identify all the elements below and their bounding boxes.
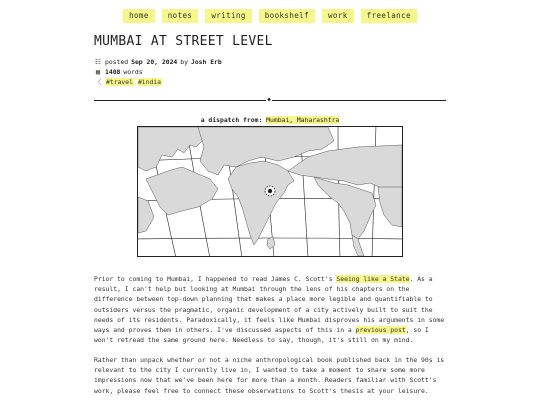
post-date-line <box>94 58 222 66</box>
body-paragraph-2: Rather than unpack whether or not a niche anthropological book published back in the 90s is relevant to the city I currently live in, I wanted to take a moment to share some more impressions now that we've been here for more than a month. Readers familiar with Scott's work, please feel free to connect these observations to Scott's thesis at your leisure. <box>94 356 445 395</box>
word-count: 1408 <box>105 68 121 76</box>
tag-india[interactable]: #india <box>137 78 162 86</box>
previous-post-link[interactable]: previous post <box>355 326 406 335</box>
location-map <box>137 126 403 257</box>
by-label: by <box>180 58 188 66</box>
calendar-icon: ☷ <box>94 58 102 66</box>
tags-line <box>94 78 162 86</box>
divider-diamond-icon: ◆ <box>267 96 271 103</box>
nav-freelance[interactable]: freelance <box>361 9 417 23</box>
dispatch-line <box>0 116 540 124</box>
dispatch-location: Mumbai, Maharashtra <box>266 116 340 124</box>
posted-prefix: posted <box>105 58 129 66</box>
nav-notes[interactable]: notes <box>162 9 199 23</box>
post-date: Sep 20, 2024 <box>131 58 178 66</box>
nav-bookshelf[interactable]: bookshelf <box>259 9 315 23</box>
p1-text-a: Prior to coming to Mumbai, I happened to read James C. Scott's <box>94 275 337 283</box>
top-nav <box>0 9 540 23</box>
nav-home[interactable]: home <box>123 9 155 23</box>
map-graphic <box>138 127 402 256</box>
book-link[interactable]: Seeing like a State <box>336 275 410 283</box>
nav-writing[interactable]: writing <box>205 9 251 23</box>
nav-work[interactable]: work <box>322 9 354 23</box>
body-paragraph-1 <box>94 274 446 345</box>
words-label: words <box>123 68 143 76</box>
tag-travel[interactable]: #travel <box>106 78 133 86</box>
counter-icon: ▦ <box>95 68 101 76</box>
post-author: Josh Erb <box>190 58 222 66</box>
dispatch-prefix: a dispatch from: <box>200 116 263 124</box>
p1-text-b: . As a result, I can't help but looking at Mumbai through the lens of his chapters on the difference between top-down planning that makes a place more legible and quantifiable to outsiders versus the pragmatic, organic development of a city actively built to suit the needs of its residents. Paradoxically, it feels like Mumbai disproves his arguments in some ways and proves them in others. I've discussed aspects of this in a <box>94 275 445 335</box>
tag-icon: 〈 <box>94 78 102 86</box>
word-count-line <box>94 68 143 76</box>
p1-text-c: , so I won't retread the same ground here. Needless to say, though, it's still on my mind. <box>94 326 429 345</box>
location-marker-icon <box>265 186 275 196</box>
page-title: MUMBAI AT STREET LEVEL <box>94 34 273 49</box>
